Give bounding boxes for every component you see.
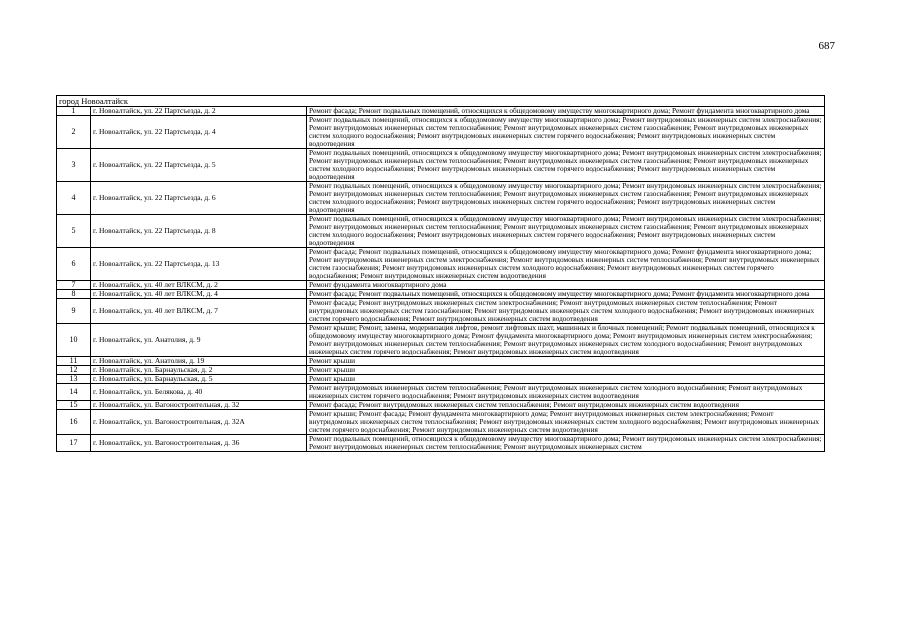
table-row (57, 357, 825, 366)
row-number: 3 (57, 149, 91, 182)
works-cell: Ремонт крыши; Ремонт, замена, модернизация лифтов, ремонт лифтовых шахт, машинных и блочных помещений; Ремонт подвальных помещений, относящихся к общедомовому имуществу многоквартирного дома; Ремонт фундамента многоквартирного дома; Ремонт внутридомовых инженерных систем электроснабжения; Ремонт внутридомовых инженерных систем теплоснабжения; Ремонт внутридомовых инженерных систем холодного водоснабжения; Ремонт внутридомовых инженерных систем горячего водоснабжения; Ремонт внутридомовых инженерных систем водоотведения (307, 324, 825, 357)
row-number: 15 (57, 401, 91, 410)
works-cell: Ремонт крыши (307, 366, 825, 375)
table-row (57, 281, 825, 290)
table-row (57, 182, 825, 215)
city-header-row (57, 96, 825, 107)
address-cell: г. Новоалтайск, ул. 40 лет ВЛКСМ, д. 2 (91, 281, 307, 290)
address-cell: г. Новоалтайск, ул. 22 Партсъезда, д. 5 (91, 149, 307, 182)
works-cell: Ремонт внутридомовых инженерных систем теплоснабжения; Ремонт внутридомовых инженерных систем холодного водоснабжения; Ремонт внутридомовых инженерных систем горячего водоснабжения; Ремонт внутридомовых инженерных систем водоотведения (307, 384, 825, 401)
address-cell: г. Новоалтайск, ул. 22 Партсъезда, д. 8 (91, 215, 307, 248)
address-cell: г. Новоалтайск, ул. 40 лет ВЛКСМ, д. 4 (91, 290, 307, 299)
address-cell: г. Новоалтайск, ул. Белякова, д. 40 (91, 384, 307, 401)
address-cell: г. Новоалтайск, ул. 22 Партсъезда, д. 4 (91, 116, 307, 149)
row-number: 11 (57, 357, 91, 366)
address-cell: г. Новоалтайск, ул. Барнаульская, д. 2 (91, 366, 307, 375)
table-row (57, 324, 825, 357)
row-number: 9 (57, 299, 91, 324)
table-row (57, 248, 825, 281)
table-row (57, 299, 825, 324)
page-number: 687 (818, 40, 835, 52)
table-row (57, 410, 825, 435)
row-number: 14 (57, 384, 91, 401)
table-row (57, 384, 825, 401)
row-number: 2 (57, 116, 91, 149)
address-cell: г. Новоалтайск, ул. Вагоностроительная, д. 32 (91, 401, 307, 410)
works-cell: Ремонт крыши (307, 375, 825, 384)
table-row (57, 149, 825, 182)
row-number: 7 (57, 281, 91, 290)
address-cell: г. Новоалтайск, ул. Анатолия, д. 19 (91, 357, 307, 366)
table-body (57, 96, 825, 452)
row-number: 5 (57, 215, 91, 248)
table-row (57, 116, 825, 149)
table-row (57, 375, 825, 384)
address-cell: г. Новоалтайск, ул. Вагоностроительная, д. 36 (91, 435, 307, 452)
works-cell: Ремонт фасада; Ремонт внутридомовых инженерных систем электроснабжения; Ремонт внутридомовых инженерных систем теплоснабжения; Ремонт внутридомовых инженерных систем газоснабжения; Ремонт внутридомовых инженерных систем холодного водоснабжения; Ремонт внутридомовых инженерных систем горячего водоснабжения; Ремонт внутридомовых инженерных систем водоотведения (307, 299, 825, 324)
row-number: 12 (57, 366, 91, 375)
row-number: 10 (57, 324, 91, 357)
works-cell: Ремонт крыши; Ремонт фасада; Ремонт фундамента многоквартирного дома; Ремонт внутридомовых инженерных систем электроснабжения; Ремонт внутридомовых инженерных систем теплоснабжения; Ремонт внутридомовых инженерных систем холодного водоснабжения; Ремонт внутридомовых инженерных систем горячего водоснабжения; Ремонт внутридомовых инженерных систем водоотведения (307, 410, 825, 435)
works-cell: Ремонт подвальных помещений, относящихся к общедомовому имуществу многоквартирного дома; Ремонт внутридомовых инженерных систем электроснабжения; Ремонт внутридомовых инженерных систем теплоснабжения; Ремонт внутридомовых инженерных систем (307, 435, 825, 452)
row-number: 17 (57, 435, 91, 452)
works-cell: Ремонт фасада; Ремонт подвальных помещений, относящихся к общедомовому имуществу многоквартирного дома; Ремонт фундамента многоквартирного дома; Ремонт внутридомовых инженерных систем электроснабжения; Ремонт внутридомовых инженерных систем теплоснабжения; Ремонт внутридомовых инженерных систем газоснабжения; Ремонт внутридомовых инженерных систем холодного водоснабжения; Ремонт внутридомовых инженерных систем горячего водоснабжения; Ремонт внутридомовых инженерных систем водоотведения (307, 248, 825, 281)
address-cell: г. Новоалтайск, ул. 22 Партсъезда, д. 6 (91, 182, 307, 215)
works-cell: Ремонт подвальных помещений, относящихся к общедомовому имуществу многоквартирного дома; Ремонт внутридомовых инженерных систем электроснабжения; Ремонт внутридомовых инженерных систем теплоснабжения; Ремонт внутридомовых инженерных систем газоснабжения; Ремонт внутридомовых инженерных систем холодного водоснабжения; Ремонт внутридомовых инженерных систем горячего водоснабжения; Ремонт внутридомовых инженерных систем водоотведения (307, 116, 825, 149)
row-number: 1 (57, 107, 91, 116)
repair-works-table (56, 95, 825, 452)
address-cell: г. Новоалтайск, ул. 40 лет ВЛКСМ, д. 7 (91, 299, 307, 324)
address-cell: г. Новоалтайск, ул. Барнаульская, д. 5 (91, 375, 307, 384)
works-cell: Ремонт подвальных помещений, относящихся к общедомовому имуществу многоквартирного дома; Ремонт внутридомовых инженерных систем электроснабжения; Ремонт внутридомовых инженерных систем теплоснабжения; Ремонт внутридомовых инженерных систем газоснабжения; Ремонт внутридомовых инженерных систем холодного водоснабжения; Ремонт внутридомовых инженерных систем горячего водоснабжения; Ремонт внутридомовых инженерных систем водоотведения (307, 182, 825, 215)
works-cell: Ремонт фасада; Ремонт внутридомовых инженерных систем теплоснабжения; Ремонт внутридомовых инженерных систем водоотведения (307, 401, 825, 410)
row-number: 16 (57, 410, 91, 435)
city-header: город Новоалтайск (57, 96, 825, 107)
works-cell: Ремонт подвальных помещений, относящихся к общедомовому имуществу многоквартирного дома; Ремонт внутридомовых инженерных систем электроснабжения; Ремонт внутридомовых инженерных систем теплоснабжения; Ремонт внутридомовых инженерных систем газоснабжения; Ремонт внутридомовых инженерных систем холодного водоснабжения; Ремонт внутридомовых инженерных систем горячего водоснабжения; Ремонт внутридомовых инженерных систем водоотведения (307, 215, 825, 248)
table-row (57, 435, 825, 452)
works-cell: Ремонт подвальных помещений, относящихся к общедомовому имуществу многоквартирного дома; Ремонт внутридомовых инженерных систем электроснабжения; Ремонт внутридомовых инженерных систем теплоснабжения; Ремонт внутридомовых инженерных систем газоснабжения; Ремонт внутридомовых инженерных систем холодного водоснабжения; Ремонт внутридомовых инженерных систем горячего водоснабжения; Ремонт внутридомовых инженерных систем водоотведения (307, 149, 825, 182)
works-cell: Ремонт фундамента многоквартирного дома (307, 281, 825, 290)
works-cell: Ремонт фасада; Ремонт подвальных помещений, относящихся к общедомовому имуществу многоквартирного дома; Ремонт фундамента многоквартирного дома (307, 107, 825, 116)
address-cell: г. Новоалтайск, ул. Анатолия, д. 9 (91, 324, 307, 357)
address-cell: г. Новоалтайск, ул. 22 Партсъезда, д. 2 (91, 107, 307, 116)
row-number: 8 (57, 290, 91, 299)
table-row (57, 107, 825, 116)
row-number: 13 (57, 375, 91, 384)
table-row (57, 290, 825, 299)
works-cell: Ремонт крыши (307, 357, 825, 366)
address-cell: г. Новоалтайск, ул. 22 Партсъезда, д. 13 (91, 248, 307, 281)
table-row (57, 215, 825, 248)
row-number: 4 (57, 182, 91, 215)
table-row (57, 366, 825, 375)
address-cell: г. Новоалтайск, ул. Вагоностроительная, д. 32А (91, 410, 307, 435)
row-number: 6 (57, 248, 91, 281)
table-row (57, 401, 825, 410)
works-cell: Ремонт фасада; Ремонт подвальных помещений, относящихся к общедомовому имуществу многоквартирного дома; Ремонт фундамента многоквартирного дома (307, 290, 825, 299)
